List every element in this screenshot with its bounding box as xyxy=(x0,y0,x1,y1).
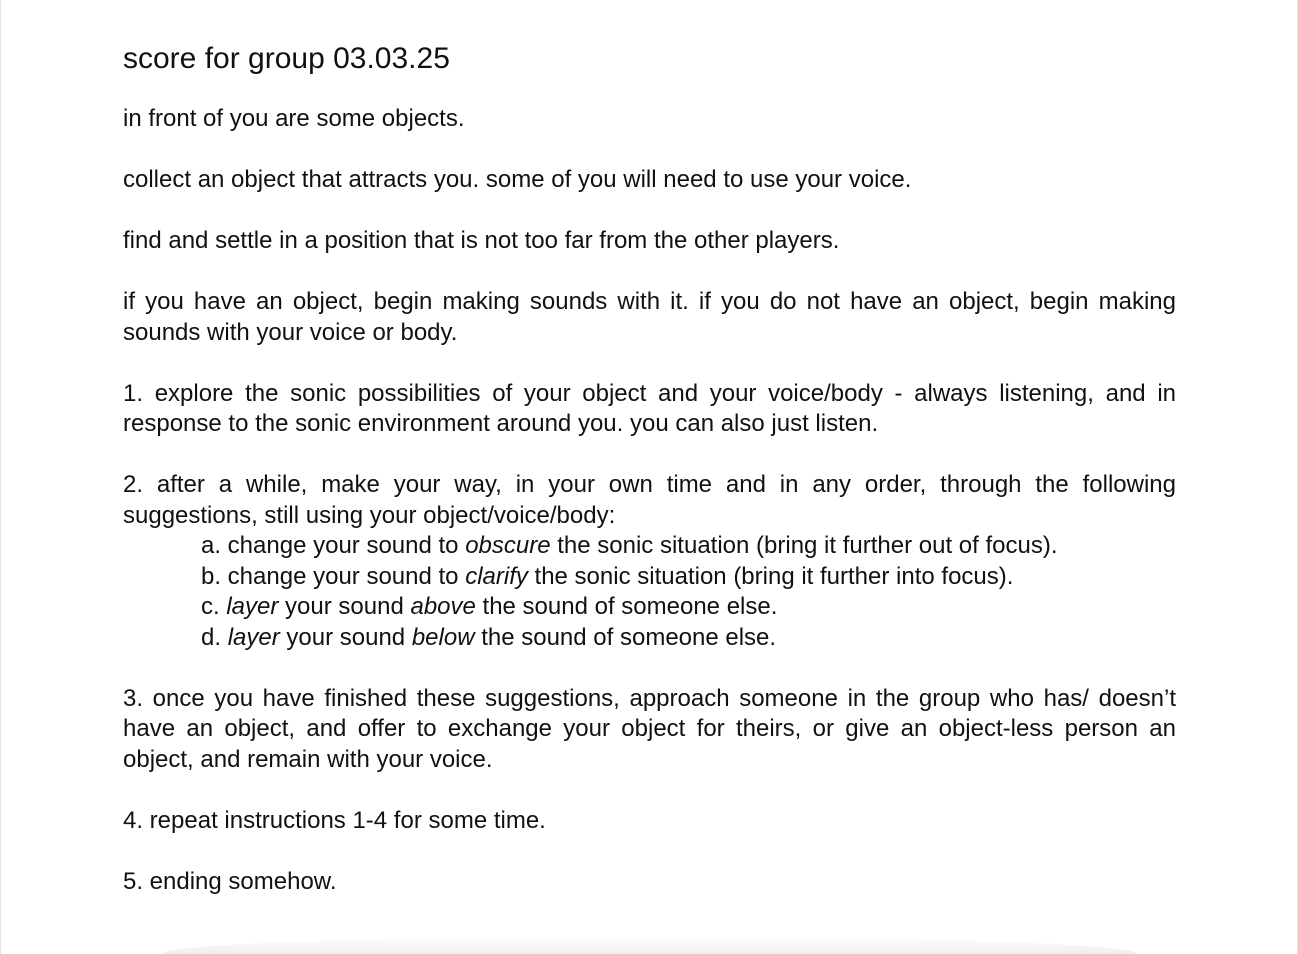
suggestion-c-middle: your sound xyxy=(278,593,411,620)
suggestion-b-prefix: b. change your sound to xyxy=(201,562,466,590)
suggestion-c-suffix: the sound of someone else. xyxy=(475,593,778,620)
suggestion-a-emphasis: obscure xyxy=(465,532,551,559)
suggestion-list xyxy=(123,531,1176,653)
suggestion-b xyxy=(201,562,1176,593)
suggestion-a xyxy=(201,531,1176,562)
suggestion-c-prefix: c. xyxy=(201,593,227,620)
intro-paragraph-3: find and settle in a position that is not too far from the other players. xyxy=(123,227,840,254)
suggestion-d-emphasis-2: below xyxy=(411,623,475,651)
instruction-step-2-lead: 2. after a while, make your way, in your own time and in any order, through the following suggestions, still using your object/voice/body: xyxy=(123,471,1176,529)
instruction-step-4: 4. repeat instructions 1-4 for some time. xyxy=(123,806,546,834)
suggestion-b-emphasis: clarify xyxy=(465,562,528,590)
suggestion-c-emphasis-1: layer xyxy=(226,593,279,620)
page-bottom-shadow xyxy=(161,936,1137,954)
instruction-step-3: 3. once you have finished these suggestions, approach someone in the group who has/ doesn’t have an object, and offer to exchange your object for theirs, or give an object-less person an object, and remain with your voice. xyxy=(123,684,1176,773)
intro-paragraph-2: collect an object that attracts you. some of you will need to use your voice. xyxy=(123,166,912,193)
document-content xyxy=(123,40,1176,928)
suggestion-d-middle: your sound xyxy=(279,623,412,651)
intro-paragraph-1: in front of you are some objects. xyxy=(123,105,465,132)
instruction-step-1: 1. explore the sonic possibilities of your object and your voice/body - always listening, and in response to the sonic environment around you. you can also just listen. xyxy=(123,379,1176,437)
suggestion-c xyxy=(201,592,1176,623)
instruction-step-5: 5. ending somehow. xyxy=(123,867,337,895)
suggestion-a-prefix: a. change your sound to xyxy=(201,532,466,559)
suggestion-d xyxy=(201,623,1176,654)
suggestion-d-emphasis-1: layer xyxy=(227,623,280,651)
suggestion-c-emphasis-2: above xyxy=(410,593,476,620)
document-title: score for group 03.03.25 xyxy=(123,42,450,75)
instruction-step-2 xyxy=(123,470,1176,653)
suggestion-d-suffix: the sound of someone else. xyxy=(474,623,777,651)
suggestion-a-suffix: the sonic situation (bring it further out of focus). xyxy=(550,532,1058,559)
suggestion-d-prefix: d. xyxy=(201,623,228,651)
intro-paragraph-4: if you have an object, begin making sounds with it. if you do not have an object, begin making sounds with your voice or body. xyxy=(123,288,1176,346)
suggestion-b-suffix: the sonic situation (bring it further into focus). xyxy=(527,562,1014,590)
